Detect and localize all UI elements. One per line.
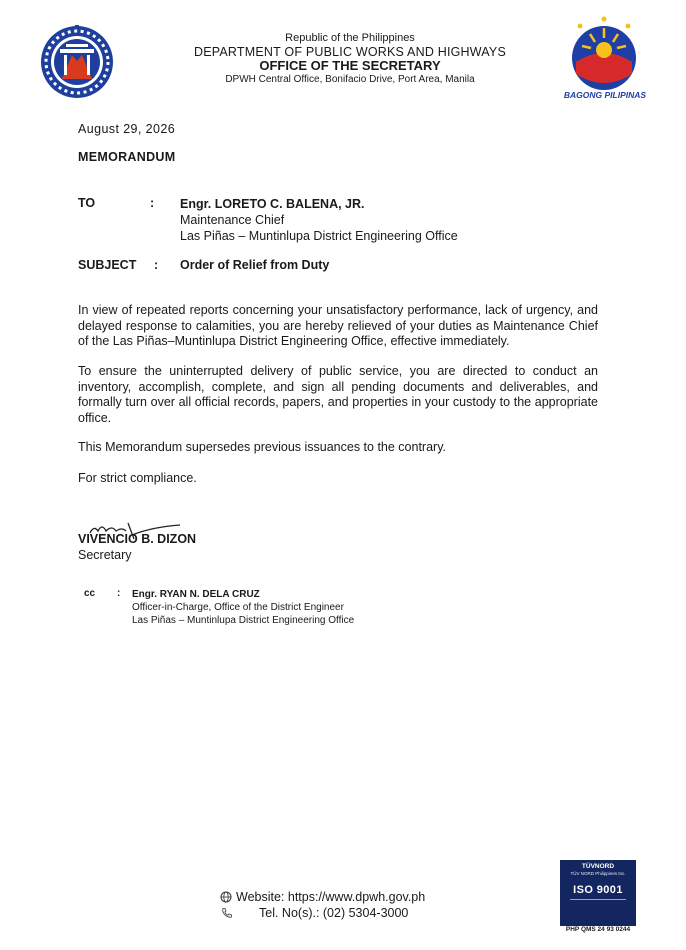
bagong-pilipinas-caption: BAGONG PILIPINAS — [563, 90, 647, 100]
dpwh-seal-icon — [40, 25, 114, 99]
signatory-name: VIVENCIO B. DIZON — [78, 532, 197, 546]
letterhead-department: DEPARTMENT OF PUBLIC WORKS AND HIGHWAYS — [193, 45, 506, 59]
phone-icon — [221, 907, 233, 919]
iso-divider — [570, 899, 626, 900]
bagong-pilipinas-logo-icon — [566, 14, 642, 100]
cc-block — [132, 588, 354, 627]
cc-position: Officer-in-Charge, Office of the District Engineer — [132, 602, 344, 613]
letterhead-office: OFFICE OF THE SECRETARY — [259, 58, 441, 73]
letterhead — [150, 31, 550, 87]
addressee-name: Engr. LORETO C. BALENA, JR. — [180, 197, 365, 211]
cc-name: Engr. RYAN N. DELA CRUZ — [132, 589, 260, 600]
to-colon: : — [150, 196, 155, 210]
cc-label: cc — [84, 588, 96, 599]
body-paragraph: For strict compliance. — [78, 471, 197, 485]
signatory-title: Secretary — [78, 548, 132, 562]
letterhead-republic: Republic of the Philippines — [285, 32, 415, 44]
iso-main: ISO 9001 — [573, 884, 623, 896]
addressee-block — [180, 196, 458, 244]
iso-brand: TÜVNORD — [581, 863, 615, 870]
iso-badge — [560, 860, 636, 926]
iso-sub: TÜV NORD Philippines Inc. — [570, 871, 626, 876]
footer-tel-row — [220, 905, 425, 921]
memo-heading: MEMORANDUM — [78, 150, 176, 164]
iso-qms-code: PHP QMS 24 93 0244 — [565, 926, 631, 933]
to-label: TO — [78, 196, 96, 210]
footer-website-row — [220, 889, 425, 905]
addressee-office: Las Piñas – Muntinlupa District Engineering Office — [180, 229, 458, 243]
cc-office: Las Piñas – Muntinlupa District Engineering Office — [132, 615, 355, 626]
body-paragraph: In view of repeated reports concerning your unsatisfactory performance, lack of urgency, and delayed response to calamities, you are hereby relieved of your duties as Maintenance Chief of the Las Piñas–Muntinlupa District Engineering Office, effective immediately. — [78, 303, 598, 348]
footer-website: Website: https://www.dpwh.gov.ph — [236, 890, 426, 904]
footer-contact — [220, 889, 425, 921]
subject-label: SUBJECT — [78, 258, 137, 272]
subject-colon: : — [154, 258, 159, 272]
body-paragraph: To ensure the uninterrupted delivery of public service, you are directed to conduct an inventory, accomplish, complete, and sign all pending documents and deliverables, and formally turn over all official records, papers, and properties in your custody to the appropriate office. — [78, 364, 598, 425]
body-paragraph: This Memorandum supersedes previous issuances to the contrary. — [78, 440, 446, 454]
footer-tel: Tel. No(s).: (02) 5304-3000 — [259, 906, 409, 920]
globe-icon — [220, 891, 232, 903]
subject-text: Order of Relief from Duty — [180, 258, 330, 272]
letterhead-address: DPWH Central Office, Bonifacio Drive, Port Area, Manila — [225, 74, 475, 85]
addressee-position: Maintenance Chief — [180, 213, 285, 227]
memo-date: August 29, 2026 — [78, 122, 176, 136]
cc-colon: : — [117, 588, 121, 599]
